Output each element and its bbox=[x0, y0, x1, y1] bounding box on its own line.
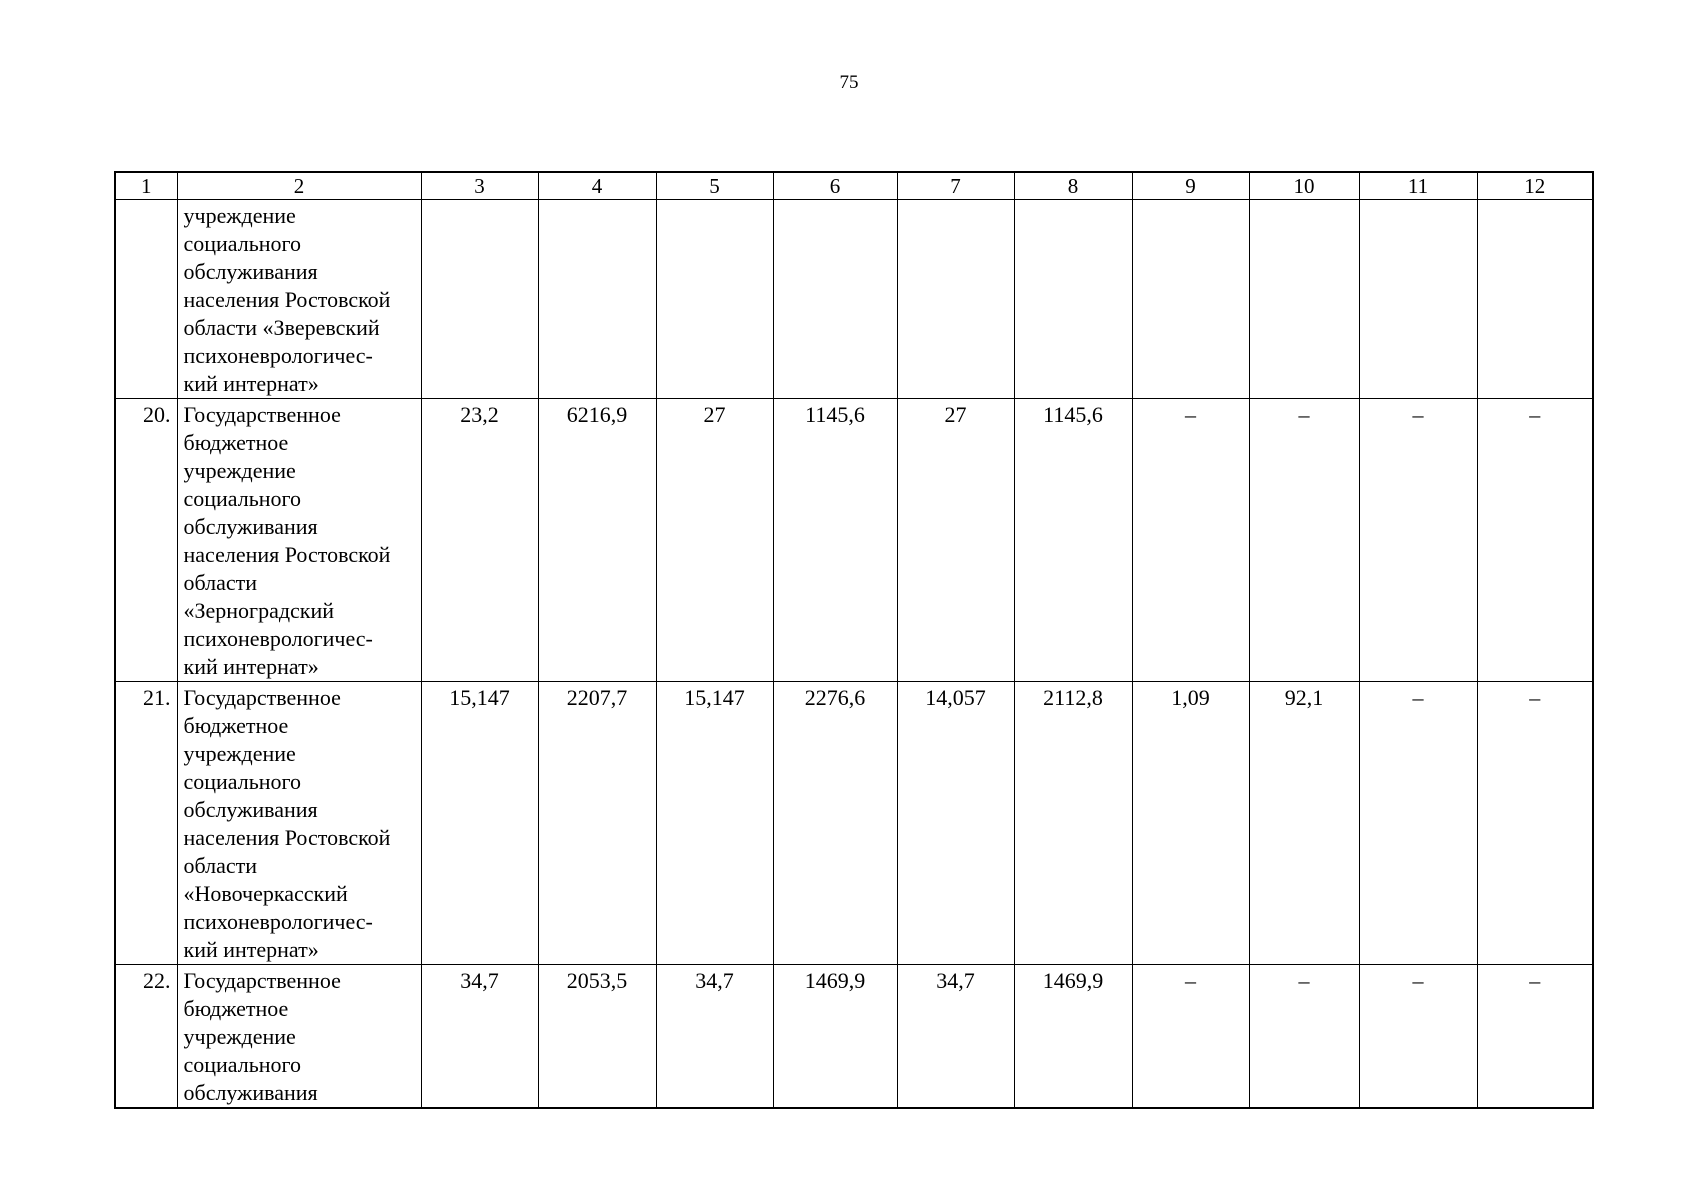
value-cell-col-7: 27 bbox=[897, 399, 1014, 682]
row-number: 21. bbox=[115, 682, 177, 965]
value-cell-col-3: 15,147 bbox=[421, 682, 538, 965]
value-cell-col-6: 1145,6 bbox=[773, 399, 897, 682]
institution-name-line: учреждение bbox=[183, 741, 296, 766]
value-cell-col-10: – bbox=[1249, 965, 1359, 1109]
value-cell-col-7: 34,7 bbox=[897, 965, 1014, 1109]
table-row bbox=[115, 965, 1593, 1109]
column-header-4: 4 bbox=[538, 172, 656, 200]
value-cell-col-4: 2207,7 bbox=[538, 682, 656, 965]
institution-name-line: населения Ростовской bbox=[183, 287, 391, 312]
institution-name-line: населения Ростовской bbox=[183, 542, 391, 567]
header-row bbox=[115, 172, 1593, 200]
institution-name-line: «Новочеркасский bbox=[183, 881, 348, 906]
row-number: 22. bbox=[115, 965, 177, 1109]
institution-name-line: социального bbox=[183, 486, 302, 511]
institution-name-line: бюджетное bbox=[183, 713, 289, 738]
column-header-3: 3 bbox=[421, 172, 538, 200]
institution-name bbox=[177, 399, 421, 682]
institution-name-line: психоневрологичес- bbox=[183, 343, 373, 368]
institution-name-line: социального bbox=[183, 231, 302, 256]
page-number: 75 bbox=[839, 72, 859, 93]
value-cell-col-4: 2053,5 bbox=[538, 965, 656, 1109]
value-cell-col-5: 15,147 bbox=[656, 682, 773, 965]
institution-name-line: населения Ростовской bbox=[183, 825, 391, 850]
institution-name-line: области «Зверевский bbox=[183, 315, 380, 340]
value-cell-col-11: – bbox=[1359, 682, 1477, 965]
institution-name bbox=[177, 200, 421, 399]
institution-name-line: социального bbox=[183, 1052, 302, 1077]
value-cell-col-10: 92,1 bbox=[1249, 682, 1359, 965]
value-cell-col-4 bbox=[538, 200, 656, 399]
column-header-1: 1 bbox=[115, 172, 177, 200]
value-cell-col-11: – bbox=[1359, 399, 1477, 682]
institution-name-line: обслуживания bbox=[183, 797, 318, 822]
value-cell-col-9: – bbox=[1132, 399, 1249, 682]
institution-name-line: психоневрологичес- bbox=[183, 909, 373, 934]
institution-name-line: учреждение bbox=[183, 203, 296, 228]
value-cell-col-3 bbox=[421, 200, 538, 399]
value-cell-col-8: 1469,9 bbox=[1014, 965, 1132, 1109]
institution-name-line: Государственное bbox=[183, 402, 341, 427]
institution-name-line: кий интернат» bbox=[183, 654, 319, 679]
institution-name-line: области bbox=[183, 570, 258, 595]
value-cell-col-5 bbox=[656, 200, 773, 399]
value-cell-col-10 bbox=[1249, 200, 1359, 399]
column-header-10: 10 bbox=[1249, 172, 1359, 200]
institution-name bbox=[177, 965, 421, 1109]
value-cell-col-9: – bbox=[1132, 965, 1249, 1109]
table-row bbox=[115, 200, 1593, 399]
institution-name-line: обслуживания bbox=[183, 259, 318, 284]
column-header-9: 9 bbox=[1132, 172, 1249, 200]
value-cell-col-12 bbox=[1477, 200, 1593, 399]
institution-name-line: психоневрологичес- bbox=[183, 626, 373, 651]
value-cell-col-12: – bbox=[1477, 965, 1593, 1109]
value-cell-col-8: 2112,8 bbox=[1014, 682, 1132, 965]
row-number bbox=[115, 200, 177, 399]
value-cell-col-9: 1,09 bbox=[1132, 682, 1249, 965]
value-cell-col-10: – bbox=[1249, 399, 1359, 682]
value-cell-col-9 bbox=[1132, 200, 1249, 399]
column-header-2: 2 bbox=[177, 172, 421, 200]
column-header-7: 7 bbox=[897, 172, 1014, 200]
table-row bbox=[115, 682, 1593, 965]
value-cell-col-6: 1469,9 bbox=[773, 965, 897, 1109]
value-cell-col-6: 2276,6 bbox=[773, 682, 897, 965]
value-cell-col-12: – bbox=[1477, 682, 1593, 965]
institution-name-line: обслуживания bbox=[183, 514, 318, 539]
column-header-5: 5 bbox=[656, 172, 773, 200]
value-cell-col-6 bbox=[773, 200, 897, 399]
value-cell-col-8: 1145,6 bbox=[1014, 399, 1132, 682]
value-cell-col-7: 14,057 bbox=[897, 682, 1014, 965]
column-header-6: 6 bbox=[773, 172, 897, 200]
institution-name-line: кий интернат» bbox=[183, 937, 319, 962]
institution-name bbox=[177, 682, 421, 965]
institution-name-line: бюджетное bbox=[183, 996, 289, 1021]
value-cell-col-8 bbox=[1014, 200, 1132, 399]
column-header-11: 11 bbox=[1359, 172, 1477, 200]
institution-name-line: Государственное bbox=[183, 968, 341, 993]
institution-name-line: Государственное bbox=[183, 685, 341, 710]
institution-name-line: социального bbox=[183, 769, 302, 794]
row-number: 20. bbox=[115, 399, 177, 682]
data-table bbox=[114, 171, 1594, 1109]
value-cell-col-3: 23,2 bbox=[421, 399, 538, 682]
column-header-12: 12 bbox=[1477, 172, 1593, 200]
value-cell-col-12: – bbox=[1477, 399, 1593, 682]
column-header-8: 8 bbox=[1014, 172, 1132, 200]
institution-name-line: области bbox=[183, 853, 258, 878]
value-cell-col-5: 27 bbox=[656, 399, 773, 682]
institution-name-line: кий интернат» bbox=[183, 371, 319, 396]
value-cell-col-11 bbox=[1359, 200, 1477, 399]
value-cell-col-4: 6216,9 bbox=[538, 399, 656, 682]
value-cell-col-3: 34,7 bbox=[421, 965, 538, 1109]
value-cell-col-5: 34,7 bbox=[656, 965, 773, 1109]
table-body bbox=[115, 200, 1593, 1109]
value-cell-col-11: – bbox=[1359, 965, 1477, 1109]
institution-name-line: обслуживания bbox=[183, 1080, 318, 1105]
institution-name-line: учреждение bbox=[183, 458, 296, 483]
table-row bbox=[115, 399, 1593, 682]
institution-name-line: бюджетное bbox=[183, 430, 289, 455]
institution-name-line: «Зерноградский bbox=[183, 598, 335, 623]
institution-name-line: учреждение bbox=[183, 1024, 296, 1049]
value-cell-col-7 bbox=[897, 200, 1014, 399]
